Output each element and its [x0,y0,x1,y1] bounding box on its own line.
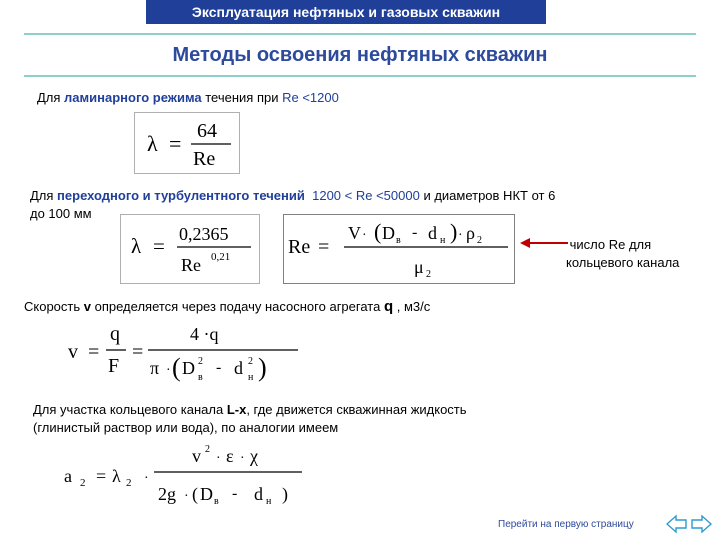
svg-text:н: н [248,372,254,383]
denominator: Re [193,148,216,170]
svg-text:·: · [216,451,221,466]
svg-text:·: · [166,363,171,378]
equals-sign: = [169,131,182,156]
laminar-text: Для ламинарного режима течения при Re <1200 [37,90,339,105]
svg-text:v: v [68,341,78,363]
reynolds-formula [283,214,515,284]
svg-text:-: - [216,359,222,376]
annular-text: Для участка кольцевого канала L-x, где движется скважинная жидкость (глинистый раствор или вода), по аналогии имеем [33,402,467,435]
svg-text:v: v [192,446,201,466]
pointer-arrow [520,236,570,250]
svg-text:ε: ε [226,446,234,466]
exponent: 0,21 [211,251,231,263]
svg-text:2: 2 [126,477,132,489]
header-bar [146,0,546,24]
lambda-symbol: λ [131,234,142,258]
svg-text:): ) [282,484,288,504]
svg-text:2: 2 [426,269,431,280]
svg-text:·: · [144,471,149,486]
svg-text:·: · [362,228,367,243]
svg-text:d: d [428,223,437,243]
svg-text:=: = [96,466,107,486]
title-divider [24,75,696,77]
svg-text:a: a [64,466,72,486]
svg-text:d: d [254,484,263,504]
reynolds-note: число Re для кольцевого канала [566,237,680,270]
top-divider [24,33,696,35]
svg-text:μ: μ [414,257,424,277]
svg-text:=: = [132,341,144,363]
arrow-right-icon [690,514,712,534]
denominator: Re [181,255,201,275]
svg-text:2: 2 [477,235,482,246]
velocity-text: Скорость v определяется через подачу насосного агрегата q , м3/с [24,298,431,315]
turbulent-formula [120,214,260,284]
svg-text:): ) [258,353,267,382]
turbulent-text: Для переходного и турбулентного течений 1200 < Re <50000 и диаметров НКТ от 6 до 100 мм [30,188,556,221]
svg-text:=: = [88,341,100,363]
numerator: 0,2365 [179,224,229,244]
lambda-symbol: λ [147,131,158,156]
svg-text:π: π [150,358,160,378]
svg-text:2: 2 [205,444,210,455]
svg-text:ρ: ρ [466,223,475,243]
re-symbol: Re [288,236,311,258]
svg-text:2: 2 [80,477,86,489]
svg-text:D: D [200,484,213,504]
svg-text:в: в [198,372,203,383]
svg-text:d: d [234,358,243,378]
annular-formula [60,440,320,512]
arrow-left-icon [666,514,688,534]
laminar-formula-svg [135,113,239,173]
page-title: Методы освоения нефтяных скважин [172,44,548,66]
svg-text:н: н [266,496,272,507]
svg-text:·: · [184,489,189,504]
svg-text:2: 2 [198,356,203,367]
laminar-formula [134,112,240,174]
equals-sign: = [318,236,330,258]
svg-text:λ: λ [112,466,121,486]
svg-text:χ: χ [250,446,258,466]
svg-text:-: - [232,485,238,502]
svg-text:): ) [450,219,458,244]
reynolds-formula-svg [284,215,514,283]
turbulent-formula-svg [121,215,259,283]
svg-text:(: ( [172,353,181,382]
velocity-formula [62,316,312,386]
svg-text:q: q [110,323,120,345]
equals-sign: = [153,234,165,258]
first-page-link[interactable]: Перейти на первую страницу [498,519,634,530]
svg-text:(: ( [192,484,198,504]
prev-slide-button[interactable] [666,514,688,534]
numerator: 64 [197,120,217,142]
svg-text:н: н [440,235,446,246]
svg-text:-: - [412,224,418,241]
svg-text:2: 2 [248,356,253,367]
svg-text:2g: 2g [158,484,176,504]
svg-text:D: D [182,358,195,378]
svg-text:F: F [108,355,120,377]
header-title: Эксплуатация нефтяных и газовых скважин [191,4,501,20]
svg-text:в: в [396,235,401,246]
svg-text:·: · [458,228,463,243]
svg-text:4 ·q: 4 ·q [190,324,219,344]
svg-text:D: D [382,223,395,243]
svg-text:·: · [240,451,245,466]
svg-text:в: в [214,496,219,507]
next-slide-button[interactable] [690,514,712,534]
svg-text:(: ( [374,219,382,244]
svg-text:V: V [348,223,361,243]
